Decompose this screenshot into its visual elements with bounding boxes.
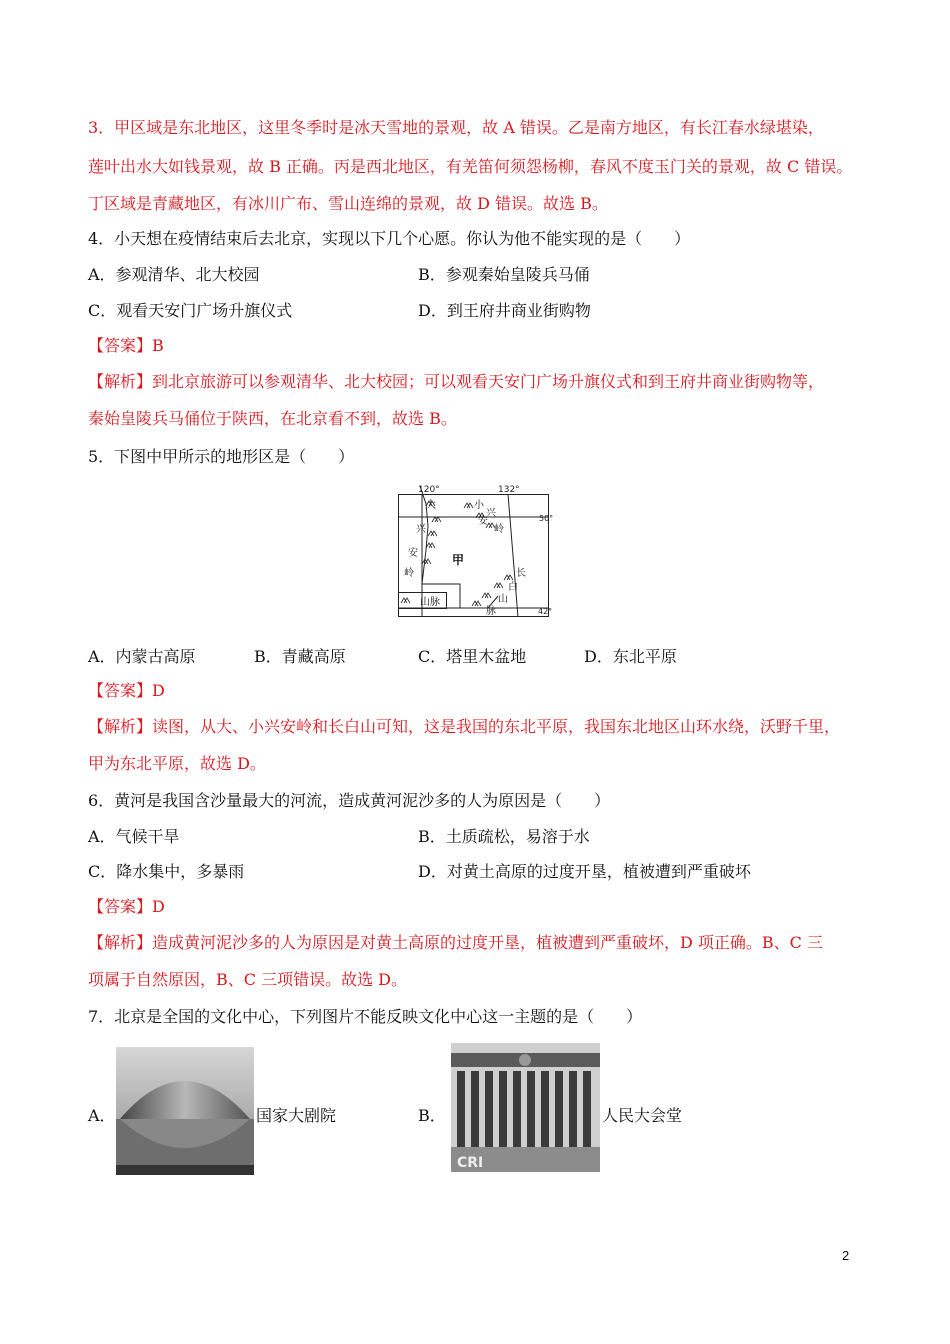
q6-option-b: B．土质疏松，易溶于水 xyxy=(418,827,590,846)
cri-watermark: CRI xyxy=(457,1155,484,1171)
q6-option-a: A．气候干旱 xyxy=(88,827,180,846)
q7-stem: 7．北京是全国的文化中心，下列图片不能反映文化中心这一主题的是（ ） xyxy=(88,1007,643,1026)
national-grand-theatre-photo xyxy=(116,1047,254,1175)
range-north-char-2: 兴 xyxy=(486,508,496,519)
q4-answer: 【答案】B xyxy=(88,336,164,355)
range-north-char-4: 岭 xyxy=(494,524,504,535)
range-east-char-3: 山 xyxy=(498,594,508,605)
range-east-char-2: 白 xyxy=(508,582,518,593)
q5-option-d: D．东北平原 xyxy=(584,647,677,666)
q5-analysis-line-1: 【解析】读图，从大、小兴安岭和长白山可知，这是我国的东北平原，我国东北地区山环水绕，沃野千里， xyxy=(88,717,841,736)
q7-option-a-letter: A． xyxy=(88,1106,116,1125)
q6-option-d: D．对黄土高原的过度开垦，植被遭到严重破坏 xyxy=(418,862,751,881)
range-west-char-3: 安 xyxy=(408,548,418,559)
q4-option-a: A．参观清华、北大校园 xyxy=(88,265,260,284)
legend-label: 山脉 xyxy=(420,597,440,608)
q5-analysis-line-2: 甲为东北平原，故选 D。 xyxy=(88,754,266,773)
q5-option-a: A．内蒙古高原 xyxy=(88,647,196,666)
range-west-char-4: 岭 xyxy=(404,568,414,579)
q6-stem: 6．黄河是我国含沙量最大的河流，造成黄河泥沙多的人为原因是（ ） xyxy=(88,791,611,810)
q3-analysis-line-2: 莲叶出水大如钱景观，故 B 正确。丙是西北地区，有羌笛何须怨杨柳，春风不度玉门关的景观，故 C 错误。 xyxy=(88,157,853,176)
lat-top-label: 50° xyxy=(539,514,554,523)
lat-bottom-label: 42° xyxy=(538,607,553,616)
q4-option-d: D．到王府井商业街购物 xyxy=(418,301,591,320)
page-number: 2 xyxy=(842,1248,850,1263)
q5-option-c: C．塔里木盆地 xyxy=(418,647,527,666)
q5-stem: 5．下图中甲所示的地形区是（ ） xyxy=(88,447,355,466)
q6-analysis-line-1: 【解析】造成黄河泥沙多的人为原因是对黄土高原的过度开垦，植被遭到严重破坏，D 项正确。B、C 三 xyxy=(88,933,824,952)
region-jia-label: 甲 xyxy=(452,553,465,567)
range-north-char-1: 小 xyxy=(474,500,484,511)
range-west-char-2: 兴 xyxy=(416,524,426,535)
q4-analysis-line-2: 秦始皇陵兵马俑位于陕西，在北京看不到，故选 B。 xyxy=(88,409,457,428)
q7-option-b-caption: 人民大会堂 xyxy=(602,1106,683,1125)
q6-analysis-line-2: 项属于自然原因，B、C 三项错误。故选 D。 xyxy=(88,970,408,989)
lon-right-label: 132° xyxy=(498,485,520,495)
q4-option-c: C．观看天安门广场升旗仪式 xyxy=(88,301,293,320)
great-hall-of-people-photo xyxy=(451,1043,600,1172)
range-east-char-1: 长 xyxy=(516,568,526,579)
northeast-terrain-map xyxy=(398,484,554,620)
q6-option-c: C．降水集中，多暴雨 xyxy=(88,862,245,881)
q3-analysis-line-3: 丁区域是青藏地区，有冰川广布、雪山连绵的景观，故 D 错误。故选 B。 xyxy=(88,194,608,213)
q6-answer: 【答案】D xyxy=(88,897,165,916)
range-east-char-4: 脉 xyxy=(486,606,496,617)
q7-option-a-caption: 国家大剧院 xyxy=(256,1106,337,1125)
q5-answer: 【答案】D xyxy=(88,681,165,700)
range-north-char-3: 安 xyxy=(478,516,488,527)
q7-option-b-letter: B． xyxy=(418,1106,446,1125)
range-west-char-1: 大 xyxy=(426,500,436,511)
lon-left-label: 120° xyxy=(418,485,440,495)
q4-option-b: B．参观秦始皇陵兵马俑 xyxy=(418,265,590,284)
q5-option-b: B．青藏高原 xyxy=(254,647,346,666)
q4-stem: 4．小天想在疫情结束后去北京，实现以下几个心愿。你认为他不能实现的是（ ） xyxy=(88,229,691,248)
q4-analysis-line-1: 【解析】到北京旅游可以参观清华、北大校园；可以观看天安门广场升旗仪式和到王府井商业街购物等， xyxy=(88,372,825,391)
q3-analysis-line-1: 3．甲区域是东北地区，这里冬季时是冰天雪地的景观，故 A 错误。乙是南方地区，有长江春水绿堪染， xyxy=(88,118,824,137)
